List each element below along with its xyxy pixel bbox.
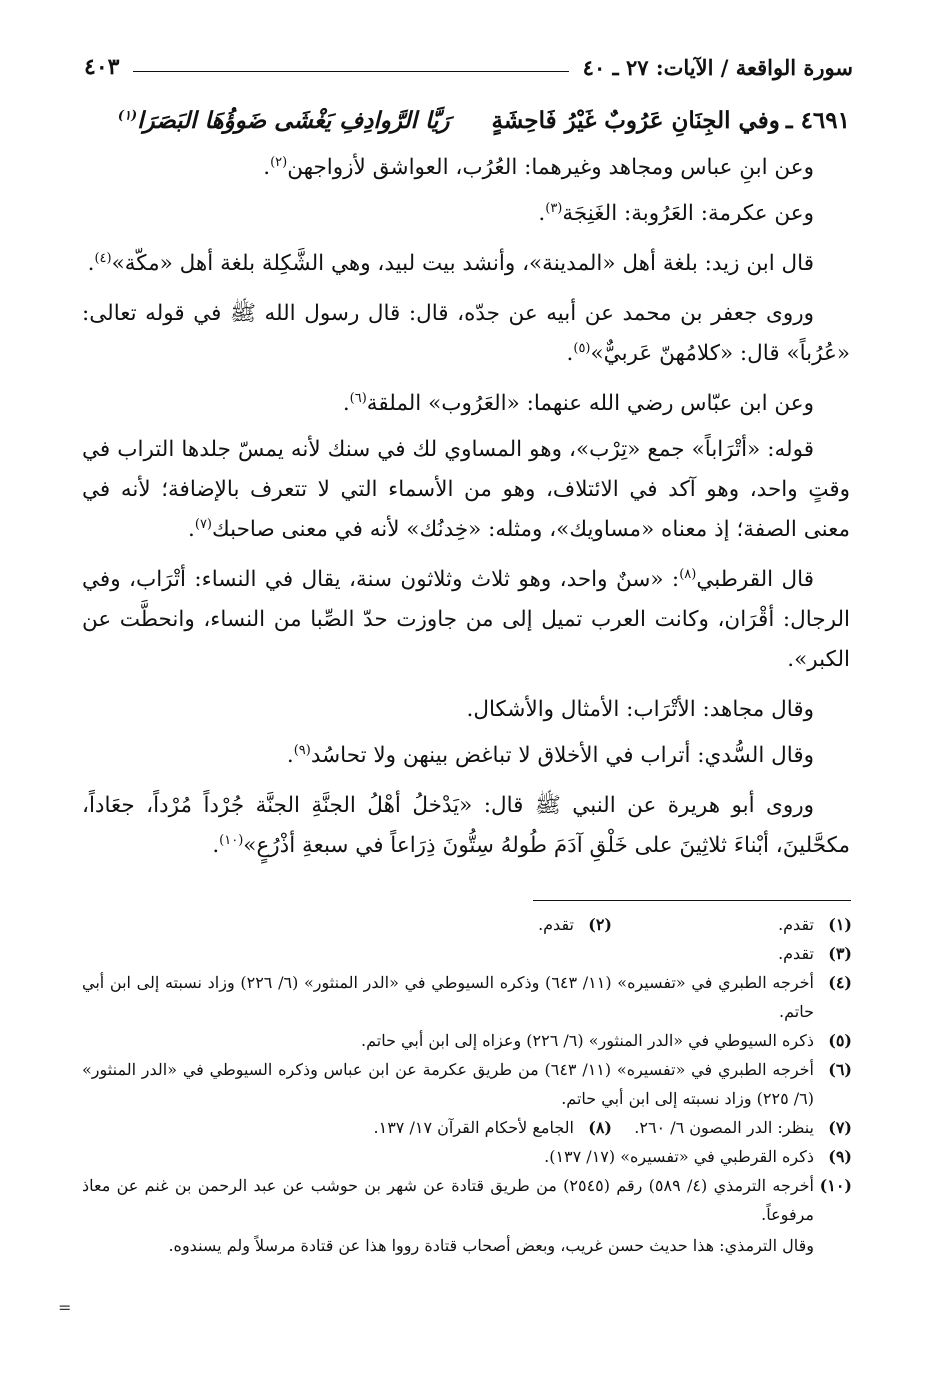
footnotes (82, 910, 852, 1260)
paragraph: وقال السُّدي: أتراب في الأخلاق لا تباغض بينهن ولا تحاسُد$^{(٩)}$. (286, 742, 814, 768)
verse-number: ٤٦٩١ ـ (785, 107, 850, 134)
footnote-4: (٤) أخرجه الطبري في «تفسيره» (١١/ ٦٤٣) وذكره السيوطي في «الدر المنثور» (٦/ ٢٢٦) وزاد نسبته إلى ابن أبي حاتم. (82, 973, 852, 1021)
footnote-ref: (٤) (94, 250, 112, 266)
page-number: ٤٠٣ (84, 54, 120, 80)
footnote-5: (٥) ذكره السيوطي في «الدر المنثور» (٦/ ٢٢٦) وعزاه إلى ابن أبي حاتم. (361, 1031, 852, 1050)
paragraph: قال ابن زيد: بلغة أهل «المدينة»، وأنشد بيت لبيد، وهي الشَّكِلة بلغة أهل «مكّة»$^{(٤)}$. (87, 250, 814, 276)
main-text (82, 100, 850, 876)
page-header (84, 40, 853, 80)
footnote-ref: (٥) (573, 340, 591, 356)
footnote-10: (١٠) أخرجه الترمذي (٤/ ٥٨٩) رقم (٢٥٤٥) من طريق قتادة عن شهر بن حوشب عن عبد الرحمن بن غنم عن معاذ مرفوعاً. (82, 1176, 852, 1224)
footnote-ref: (٦) (349, 390, 367, 406)
footnote-7: (٧) ينظر: الدر المصون ٦/ ٢٦٠. (634, 1118, 852, 1137)
footnote-8: (٨) الجامع لأحكام القرآن ١٧/ ١٣٧. (373, 1118, 612, 1137)
running-title: سورة الواقعة / الآيات: ٢٧ ـ ٤٠ (582, 55, 853, 80)
verse-hemistich-second: رَيَّا الرَّوادِفِ يَغْشَى ضَوؤُهَا البَصَرَا$^{(١)}$ (117, 107, 450, 134)
paragraph: وعن ابن عبّاس رضي الله عنهما: «العَرُوب» الملقة$^{(٦)}$. (342, 390, 814, 416)
verse-hemistich-first: وفي الجِنَانِ عَرُوبٌ غَيْرُ فَاحِشَةٍ (491, 107, 780, 134)
paragraph: قال القرطبي$^{(٨)}$: «سنٌ واحد، وهو ثلاث وثلاثون سنة، يقال في النساء: أتْرَاب، وفي الرجال: أقْرَان، وكانت العرب تميل إلى من جاوزت حدّ الصِّبا من النساء، وانحطَّت عن الكبر». (82, 566, 850, 672)
header-rule (133, 71, 568, 72)
footnote-ref: (٢) (270, 154, 288, 170)
footnote-1: (١) تقدم. (778, 915, 852, 934)
footnote-row (82, 910, 852, 939)
footnote-ref: (٩) (293, 742, 311, 758)
footnote-ref: (٣) (545, 200, 563, 216)
footnote-note: وقال الترمذي: هذا حديث حسن غريب، وبعض أصحاب قتادة رووا هذا عن قتادة مرسلاً ولم يسندوه. (168, 1236, 814, 1255)
paragraph: وقال مجاهد: الأتْرَاب: الأمثال والأشكال. (466, 697, 814, 722)
footnote-3: (٣) تقدم. (778, 944, 852, 963)
footnote-ref: (٨) (679, 566, 697, 582)
footnote-9: (٩) ذكره القرطبي في «تفسيره» (١٧/ ١٣٧). (544, 1147, 852, 1166)
paragraph: وعن ابنِ عباس ومجاهد وغيرهما: العُرُب، العواشق لأزواجهن$^{(٢)}$. (263, 154, 814, 180)
footnote-2: (٢) تقدم. (538, 915, 612, 934)
footnote-row (82, 1113, 852, 1142)
footnote-ref: (١٠) (219, 832, 244, 848)
footnote-ref: (٧) (194, 516, 212, 532)
paragraph: وروى جعفر بن محمد عن أبيه عن جدّه، قال: قال رسول الله ﷺ في قوله تعالى: «عُرُباً» قال: «كلامُهنّ عَربيٌّ»$^{(٥)}$. (82, 301, 850, 366)
poetry-verse (82, 100, 850, 142)
paragraph: وروى أبو هريرة عن النبي ﷺ قال: «يَدْخلُ أهْلُ الجنَّةِ الجنَّة جُرْداً مُرْداً، جعَاداً، مكحَّلينَ، أبْناءَ ثلاثِينَ على خَلْقِ آدَمَ طُولهُ سِتُّونَ ذِرَاعاً في سبعةِ أذْرُعٍ»$^{(١٠)}$. (82, 793, 850, 858)
footnote-ref: (١) (117, 108, 138, 124)
footnote-separator (533, 900, 851, 901)
footnote-6: (٦) أخرجه الطبري في «تفسيره» (١١/ ٦٤٣) من طريق عكرمة عن ابن عباس وذكره السيوطي في «الدر المنثور» (٦/ ٢٢٥) وزاد نسبته إلى ابن أبي حاتم. (82, 1060, 852, 1108)
margin-mark: = (58, 1298, 72, 1317)
paragraph: قوله: «أتْرَاباً» جمع «تِرْب»، وهو المساوي لك في سنك لأنه يمسّ جلدها التراب في وقتٍ واحد، وهو آكد في الائتلاف، وهو من الأسماء التي لا تتعرف بالإضافة؛ لأنه في معنى الصفة؛ إذ معناه «مساويك»، ومثله: «خِدنُك» لأنه في معنى صاحبك$^{(٧)}$. (82, 437, 850, 542)
paragraph: وعن عكرمة: العَرُوبة: الغَنِجَة$^{(٣)}$. (538, 200, 814, 226)
